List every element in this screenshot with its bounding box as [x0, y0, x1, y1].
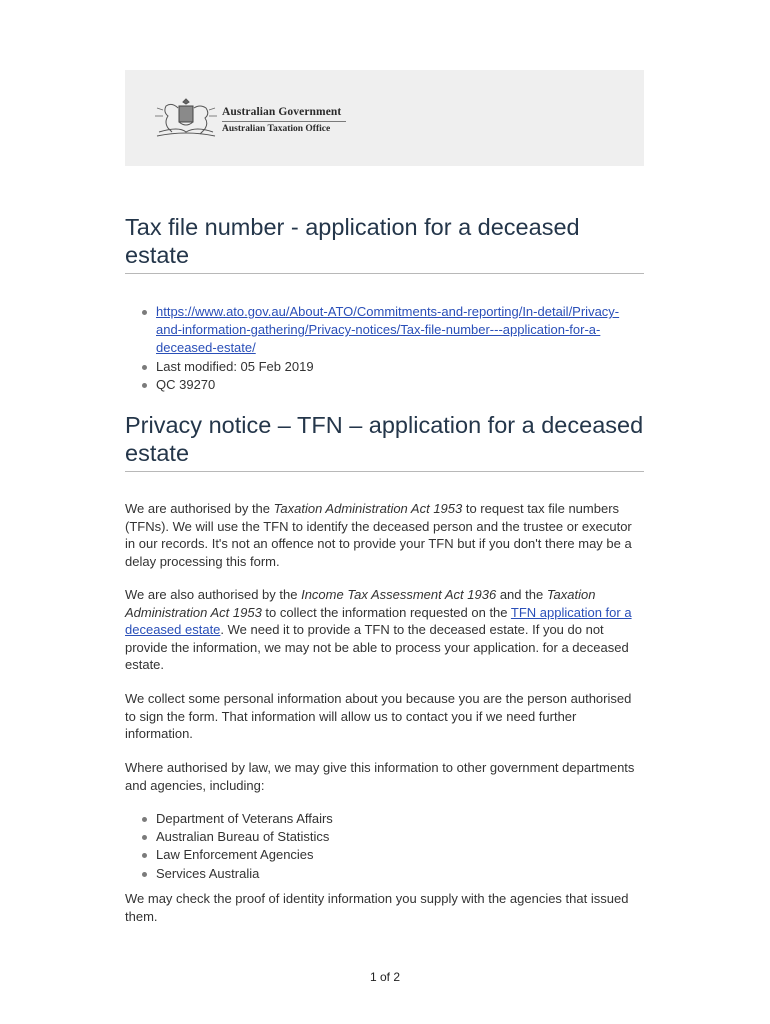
text-span: . We need it to provide a TFN to the deceased estate. If you do not provide the information, we may not be able to process your application. for a deceased estate. — [125, 622, 629, 672]
text-span: to request tax file numbers (TFNs). We will use the TFN to identify the deceased person and the trustee or executor in our records. It's not an offence not to provide your TFN but if you don't there may be a delay processing this form. — [125, 501, 632, 569]
qc-number: QC 39270 — [156, 376, 216, 392]
paragraph-collection — [125, 586, 644, 674]
bullet-icon — [142, 835, 147, 840]
list-item — [128, 828, 528, 846]
logo-line-1: Australian Government — [222, 106, 342, 118]
agency-name: Australian Bureau of Statistics — [156, 829, 330, 845]
paragraph-authority — [125, 500, 644, 570]
text-span: We are also authorised by the — [125, 587, 302, 602]
last-modified-text: Last modified: 05 Feb 2019 — [156, 358, 314, 374]
paragraph-identity-check: We may check the proof of identity information you supply with the agencies that issued them. — [125, 891, 629, 924]
header-banner — [125, 70, 644, 166]
agency-wordmark — [222, 106, 346, 134]
bullet-icon — [142, 872, 147, 877]
act-name: Taxation Administration Act 1953 — [125, 587, 596, 620]
agencies-list — [128, 810, 528, 883]
agency-name: Department of Veterans Affairs — [156, 811, 333, 826]
meta-list — [128, 303, 628, 394]
bullet-icon — [142, 817, 147, 822]
agency-name: Services Australia — [156, 865, 260, 881]
page-number: 1 of 2 — [369, 970, 401, 984]
paragraph-disclosure: Where authorised by law, we may give this information to other government departments and agencies, including: — [125, 760, 635, 793]
section-title: Privacy notice – TFN – application for a deceased estate — [125, 411, 644, 472]
text-span: We are authorised by the — [125, 501, 274, 516]
list-item — [128, 376, 628, 394]
source-url-link[interactable]: https://www.ato.gov.au/About-ATO/Commitments-and-reporting/In-detail/Privacy-and-information-gathering/Privacy-notices/Tax-file-number---application-for-a-deceased-estate/ — [156, 304, 620, 356]
coat-of-arms-icon — [153, 96, 219, 140]
bullet-icon — [142, 383, 147, 388]
tfn-application-link[interactable]: TFN application for a deceased estate — [125, 604, 632, 637]
list-item — [128, 358, 628, 376]
text-span: to collect the information requested on the — [261, 604, 511, 620]
bullet-icon — [142, 853, 147, 858]
list-item — [128, 846, 528, 864]
page-title: Tax file number - application for a deceased estate — [125, 213, 644, 274]
bullet-icon — [142, 365, 147, 370]
agency-name: Law Enforcement Agencies — [156, 847, 314, 863]
list-item — [128, 865, 528, 883]
list-item — [128, 303, 628, 358]
list-item — [128, 810, 528, 828]
logo-line-2: Australian Taxation Office — [222, 124, 331, 134]
bullet-icon — [142, 310, 147, 315]
act-name: Taxation Administration Act 1953 — [273, 501, 463, 516]
logo-divider — [222, 121, 346, 122]
act-name: Income Tax Assessment Act 1936 — [301, 587, 497, 602]
text-span: and the — [496, 587, 547, 602]
paragraph-personal-info: We collect some personal information about you because you are the person authorised to sign the form. That information will allow us to contact you if we need further information. — [125, 691, 632, 741]
